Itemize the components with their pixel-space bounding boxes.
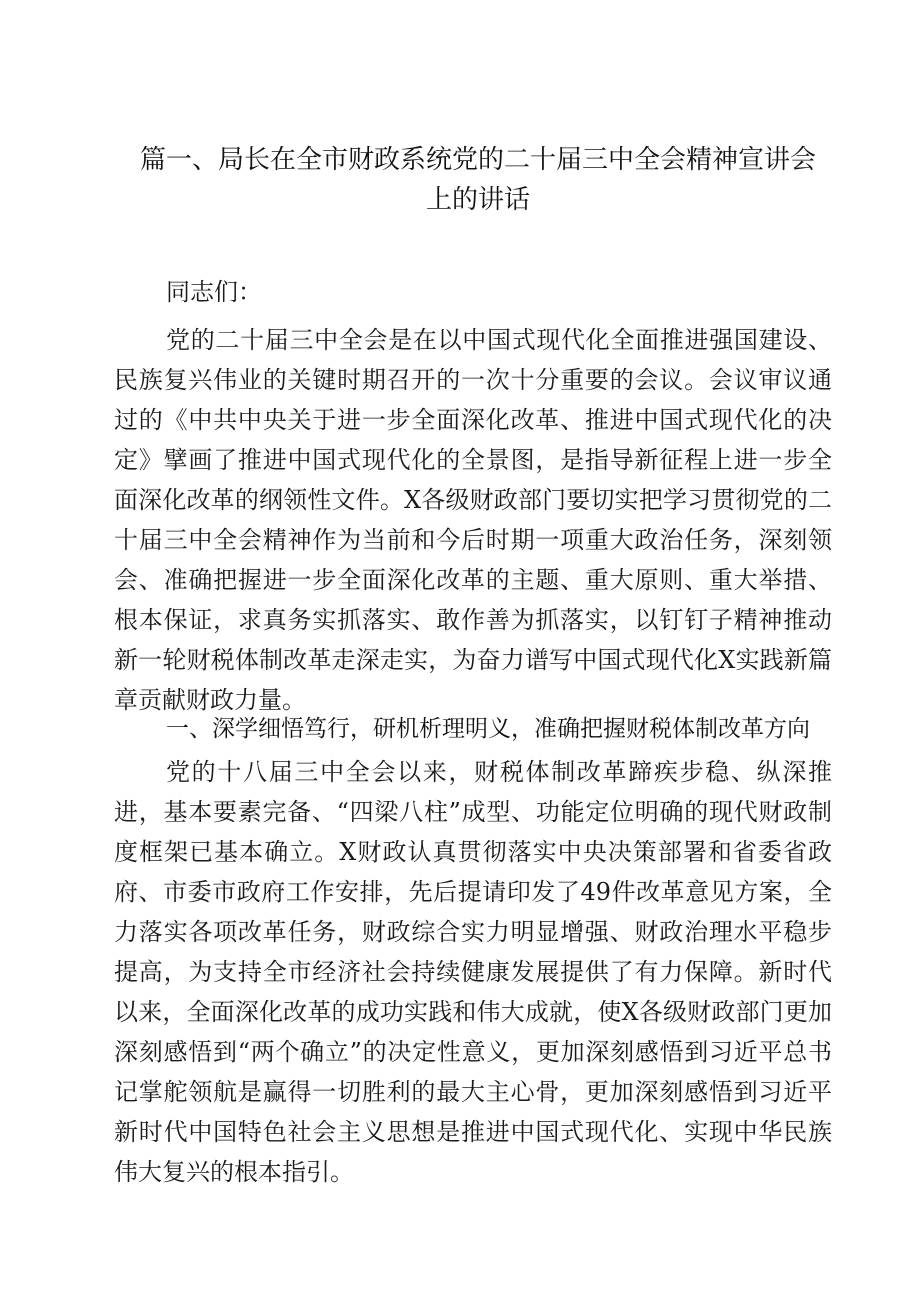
paragraph-1: 党的二十届三中全会是在以中国式现代化全面推进强国建设、民族复兴伟业的关键时期召开的一次十分重要的会议。会议审议通过的《中共中央关于进一步全面深化改革、推进中国式现代化的决定》擘画了推进中国式现代化的全景图，是指导新征程上进一步全面深化改革的纲领性文件。X各级财政部门要切实把学习贯彻党的二十届三中全会精神作为当前和今后时期一项重大政治任务，深刻领会、准确把握进一步全面深化改革的主题、重大原则、重大举措、根本保证，求真务实抓落实、敢作善为抓落实，以钉钉子精神推动新一轮财税体制改革走深走实，为奋力谱写中国式现代化X实践新篇章贡献财政力量。: [114, 326, 832, 714]
section-1-heading: 一、深学细悟笃行，研机析理明义，准确把握财税体制改革方向: [166, 716, 810, 742]
salutation: 同志们：: [166, 278, 262, 306]
paragraph-2: 党的十八届三中全会以来，财税体制改革蹄疾步稳、纵深推进，基本要素完备、“四梁八柱”成型、功能定位明确的现代财政制度框架已基本确立。X财政认真贯彻落实中央决策部署和省委省政府、市委市政府工作安排，先后提请印发了49件改革意见方案，全力落实各项改革任务，财政综合实力明显增强、财政治理水平稳步提高，为支持全市经济社会持续健康发展提供了有力保障。新时代以来，全面深化改革的成功实践和伟大成就，使X各级财政部门更加深刻感悟到“两个确立”的决定性意义，更加深刻感悟到习近平总书记掌舵领航是赢得一切胜利的最大主心骨，更加深刻感悟到习近平新时代中国特色社会主义思想是推进中国式现代化、实现中华民族伟大复兴的根本指引。: [114, 758, 832, 1186]
document-title: 篇一、局长在全市财政系统党的二十届三中全会精神宣讲会上的讲话: [139, 145, 816, 215]
